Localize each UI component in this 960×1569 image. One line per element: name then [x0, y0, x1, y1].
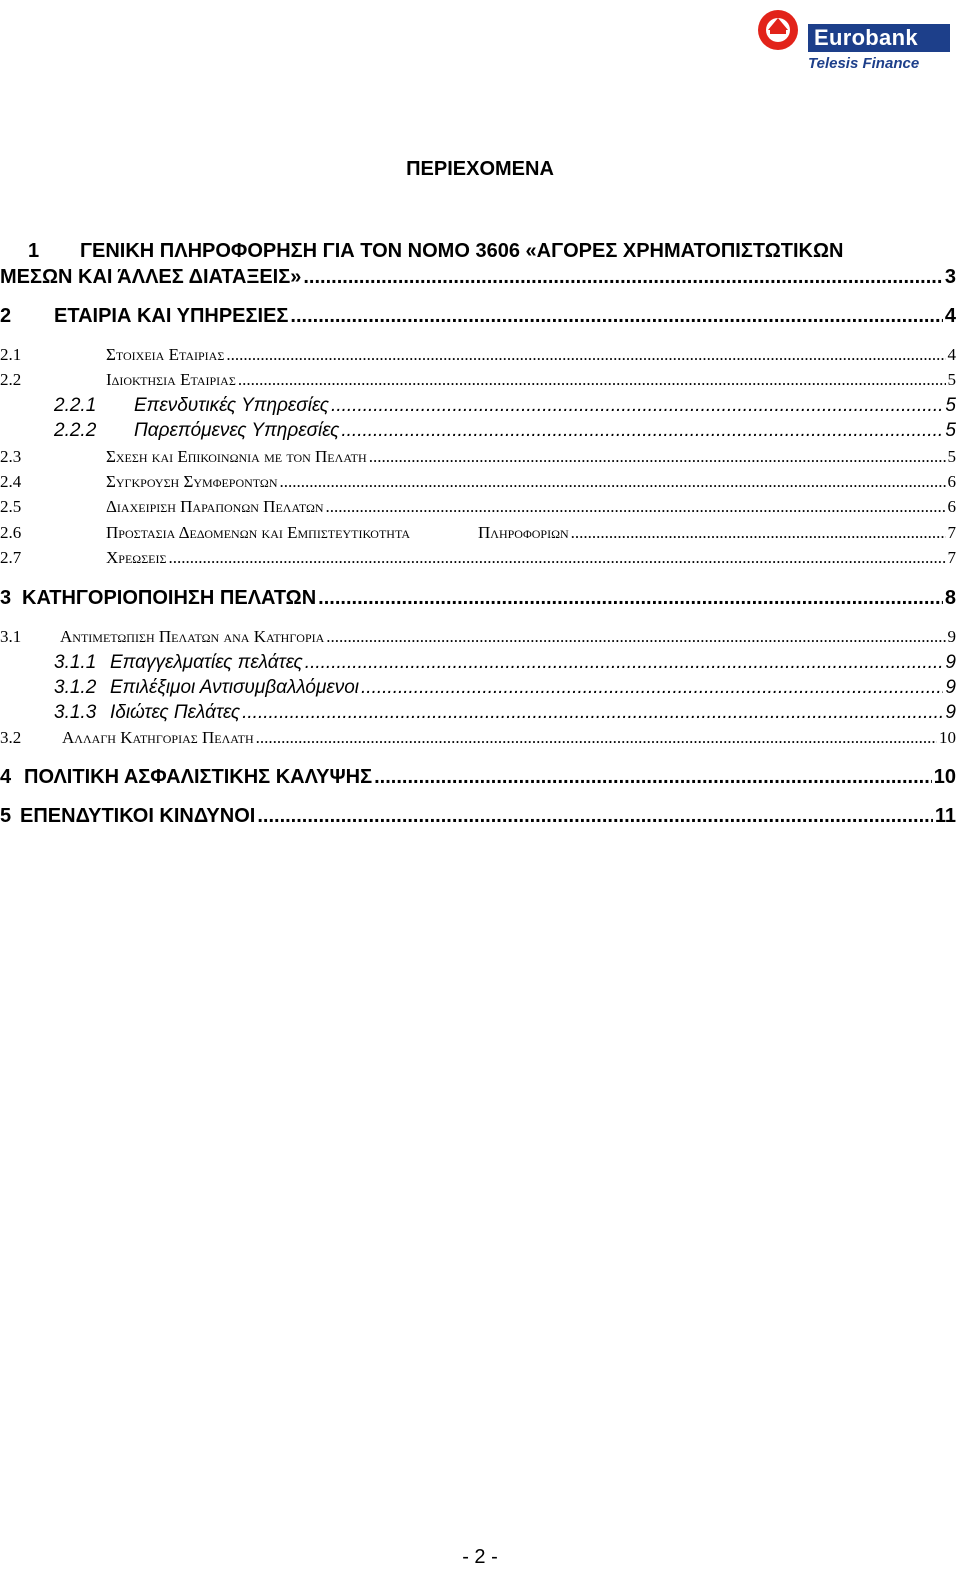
toc-entry-number: 3.1.2	[54, 677, 97, 698]
toc-entry-title: Ιδιώτες Πελάτες	[110, 702, 241, 723]
toc-entry-number: 2.1	[0, 345, 22, 364]
toc-entry-2-2-2[interactable]	[54, 420, 956, 442]
toc-entry-2-5[interactable]	[0, 497, 956, 517]
toc-entry-title: Επαγγελματίες πελάτες	[110, 652, 303, 673]
toc-entry-number: 3.2	[0, 728, 22, 747]
toc-entry-4[interactable]	[0, 766, 956, 789]
toc-entry-title: Ιδιοκτησια Εταιριας	[106, 370, 236, 389]
toc-entry-3[interactable]	[0, 587, 956, 610]
toc-entry-title: Διαχειριση Παραπονων Πελατων	[106, 497, 324, 516]
toc-entry-2-4[interactable]	[0, 472, 956, 492]
toc-entry-number: 2	[0, 305, 12, 327]
toc-entry-5[interactable]	[0, 805, 956, 828]
toc-leader-dots	[369, 447, 946, 467]
toc-entry-title: Στοιχεια Εταιριας	[106, 345, 225, 364]
toc-leader-dots	[257, 805, 933, 828]
toc-leader-dots	[326, 497, 946, 517]
toc-entry-page: 4	[944, 305, 956, 327]
toc-entry-number: 2.2.1	[54, 395, 97, 416]
toc-entry-number: 2.2	[0, 370, 22, 389]
toc-entry-page: 5	[947, 447, 956, 466]
toc-entry-page: 10	[939, 728, 956, 747]
toc-entry-title: Παρεπόμενες Υπηρεσίες	[134, 420, 340, 441]
toc-entry-page: 9	[945, 702, 956, 723]
toc-entry-title: Αντιμετωπιση Πελατων ανα Κατηγορια	[60, 627, 325, 646]
toc-leader-dots	[169, 548, 946, 568]
toc-entry-number: 3.1.1	[54, 652, 97, 673]
toc-leader-dots	[280, 472, 946, 492]
toc-entry-number: 4	[0, 766, 12, 788]
toc-entry-page: 7	[947, 548, 956, 567]
toc-entry-page: 8	[944, 587, 956, 609]
toc-entry-number: 5	[0, 805, 12, 827]
page-number: - 2 -	[462, 1546, 498, 1568]
toc-entry-number: 2.7	[0, 548, 22, 567]
toc-entry-page: 9	[947, 627, 956, 646]
toc-leader-dots	[326, 627, 945, 647]
toc-entry-number: 1	[28, 240, 40, 262]
toc-entry-2-3[interactable]	[0, 447, 956, 467]
toc-leader-dots	[305, 652, 944, 674]
toc-leader-dots	[290, 305, 942, 328]
toc-leader-dots	[318, 587, 943, 610]
logo-brand-text: Eurobank	[808, 24, 950, 52]
toc-entry-title: ΠΟΛΙΤΙΚΗ ΑΣΦΑΛΙΣΤΙΚΗΣ ΚΑΛΥΨΗΣ	[24, 766, 373, 788]
toc-leader-dots	[242, 702, 943, 724]
toc-entry-3-1-1[interactable]	[54, 652, 956, 674]
toc-entry-number: 3	[0, 587, 12, 609]
toc-entry-page: 6	[947, 497, 956, 516]
toc-leader-dots	[374, 766, 932, 789]
toc-entry-page: 3	[944, 266, 956, 288]
eurobank-emblem-icon	[754, 6, 810, 62]
toc-entry-page: 5	[945, 420, 956, 441]
toc-leader-dots	[331, 395, 943, 417]
toc-entry-number: 2.5	[0, 497, 22, 516]
toc-entry-title: ΕΤΑΙΡΙΑ ΚΑΙ ΥΠΗΡΕΣΙΕΣ	[54, 305, 289, 327]
toc-entry-page: 7	[947, 523, 956, 542]
toc-entry-number: 2.2.2	[54, 420, 97, 441]
toc-entry-2-1[interactable]	[0, 345, 956, 365]
toc-entry-title: Επενδυτικές Υπηρεσίες	[134, 395, 330, 416]
toc-entry-title: ΕΠΕΝΔΥΤΙΚΟΙ ΚΙΝΔΥΝΟΙ	[20, 805, 256, 827]
toc-entry-page: 11	[934, 805, 956, 827]
toc-entry-2-6[interactable]	[0, 523, 956, 543]
toc-entry-number: 3.1.3	[54, 702, 97, 723]
toc-entry-number: 3.1	[0, 627, 22, 646]
toc-entry-title-cont: ΜΕΣΩΝ ΚΑΙ ΆΛΛΕΣ ΔΙΑΤΑΞΕΙΣ»	[0, 266, 302, 288]
toc-entry-page: 9	[945, 652, 956, 673]
toc-entry-title: ΚΑΤΗΓΟΡΙΟΠΟΙΗΣΗ ΠΕΛΑΤΩΝ	[22, 587, 317, 609]
toc-entry-title: Συγκρουση Συμφεροντων	[106, 472, 278, 491]
toc-title: ΠΕΡΙΕΧΟΜΕΝΑ	[406, 158, 554, 180]
toc-entry-page: 10	[933, 766, 956, 788]
toc-leader-dots	[361, 677, 943, 699]
toc-leader-dots	[238, 370, 946, 390]
toc-entry-3-1[interactable]	[0, 627, 956, 647]
toc-entry-title: Επιλέξιμοι Αντισυμβαλλόμενοι	[110, 677, 360, 698]
toc-entry-2-7[interactable]	[0, 548, 956, 568]
toc-entry-3-2[interactable]	[0, 728, 956, 748]
toc-entry-1-line2[interactable]	[0, 266, 956, 289]
toc-entry-number: 2.4	[0, 472, 22, 491]
toc-entry-page: 5	[947, 370, 956, 389]
toc-entry-page: 5	[945, 395, 956, 416]
toc-entry-2[interactable]	[0, 305, 956, 328]
toc-leader-dots	[571, 523, 946, 543]
toc-entry-2-2[interactable]	[0, 370, 956, 390]
toc-entry-title: Χρεωσεις	[106, 548, 167, 567]
toc-entry-page: 9	[945, 677, 956, 698]
toc-leader-dots	[341, 420, 943, 442]
toc-leader-dots	[226, 345, 945, 365]
toc-leader-dots	[256, 728, 937, 748]
toc-leader-dots	[303, 266, 943, 289]
toc-entry-number: 2.6	[0, 523, 22, 542]
logo-sub-text: Telesis Finance	[808, 55, 920, 72]
toc-entry-page: 4	[947, 345, 956, 364]
toc-entry-3-1-3[interactable]	[54, 702, 956, 724]
eurobank-logo	[754, 6, 954, 72]
toc-entry-number: 2.3	[0, 447, 22, 466]
toc-entry-2-2-1[interactable]	[54, 395, 956, 417]
toc-entry-title: ΓΕΝΙΚΗ ΠΛΗΡΟΦΟΡΗΣΗ ΓΙΑ ΤΟΝ ΝΟΜΟ 3606 «ΑΓΟΡΕΣ ΧΡΗΜΑΤΟΠΙΣΤΩΤΙΚΩΝ	[80, 240, 844, 262]
toc-entry-3-1-2[interactable]	[54, 677, 956, 699]
toc-entry-page: 6	[947, 472, 956, 491]
toc-entry-title: Σχεση και Επικοινωνια με τον Πελατη	[106, 447, 367, 466]
toc-entry-title: Αλλαγη Κατηγοριας Πελατη	[62, 728, 254, 747]
toc-entry-title: Προστασια Δεδομενων και Εμπιστευτικοτητα Πληροφοριων	[106, 523, 569, 542]
